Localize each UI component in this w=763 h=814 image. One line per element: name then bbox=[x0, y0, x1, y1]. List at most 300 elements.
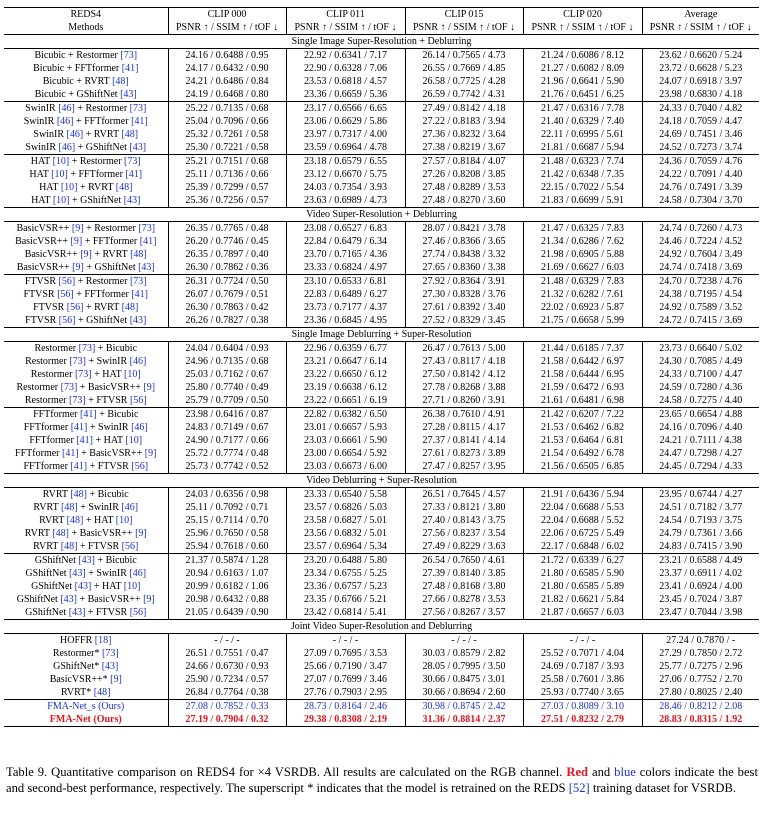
value-cell: 24.03 / 0.7354 / 3.93 bbox=[286, 181, 405, 194]
value-cell: 20.98 / 0.6432 / 0.88 bbox=[168, 593, 286, 606]
value-cell: 24.58 / 0.7304 / 3.70 bbox=[642, 194, 759, 208]
method-cell: GShiftNet [43] + SwinIR [46] bbox=[25, 568, 147, 579]
value-cell: 23.41 / 0.6924 / 4.00 bbox=[642, 580, 759, 593]
value-cell: 21.53 / 0.6464 / 6.81 bbox=[523, 434, 642, 447]
value-cell: 24.46 / 0.7224 / 4.52 bbox=[642, 235, 759, 248]
value-cell: 24.74 / 0.7260 / 4.73 bbox=[642, 222, 759, 236]
value-cell: 30.98 / 0.8745 / 2.42 bbox=[405, 700, 523, 714]
table-row bbox=[4, 660, 759, 673]
caption-text: colors indicate the best and second-best performance, respectively. The superscript * indicates that the model is retrained on the REDS bbox=[6, 765, 758, 795]
value-cell: 21.40 / 0.6329 / 7.40 bbox=[523, 115, 642, 128]
value-cell: 24.21 / 0.6486 / 0.84 bbox=[168, 75, 286, 88]
method-cell: RVRT* [48] bbox=[61, 687, 111, 698]
section-title: Joint Video Super-Resolution and Deblurring bbox=[4, 620, 759, 634]
value-cell: 27.56 / 0.8267 / 3.57 bbox=[405, 606, 523, 620]
table-row bbox=[4, 301, 759, 314]
value-cell: 23.36 / 0.6659 / 5.36 bbox=[286, 88, 405, 102]
value-cell: 29.38 / 0.8308 / 2.19 bbox=[286, 713, 405, 727]
method-cell: BasicVSR++* [9] bbox=[49, 674, 122, 685]
value-cell: 22.96 / 0.6359 / 6.77 bbox=[286, 342, 405, 356]
value-cell: 26.20 / 0.7746 / 0.45 bbox=[168, 235, 286, 248]
value-cell: 27.26 / 0.8208 / 3.85 bbox=[405, 168, 523, 181]
value-cell: 26.47 / 0.7613 / 5.00 bbox=[405, 342, 523, 356]
results-table bbox=[4, 7, 759, 727]
table-row bbox=[4, 155, 759, 169]
value-cell: 27.29 / 0.7850 / 2.72 bbox=[642, 647, 759, 660]
table-caption bbox=[6, 764, 758, 796]
value-cell: 25.90 / 0.7234 / 0.57 bbox=[168, 673, 286, 686]
method-cell: FMA-Net_s (Ours) bbox=[4, 700, 168, 714]
value-cell: 24.76 / 0.7491 / 3.39 bbox=[642, 181, 759, 194]
value-cell: 25.52 / 0.7071 / 4.04 bbox=[523, 647, 642, 660]
value-cell: 25.58 / 0.7601 / 3.86 bbox=[523, 673, 642, 686]
value-cell: 21.37 / 0.5874 / 1.28 bbox=[168, 554, 286, 568]
value-cell: 25.22 / 0.7135 / 0.68 bbox=[168, 102, 286, 116]
value-cell: 23.01 / 0.6657 / 5.93 bbox=[286, 421, 405, 434]
table-row bbox=[4, 686, 759, 700]
value-cell: 25.77 / 0.7275 / 2.96 bbox=[642, 660, 759, 673]
value-cell: 23.08 / 0.6527 / 6.83 bbox=[286, 222, 405, 236]
table-row bbox=[4, 368, 759, 381]
value-cell: 22.17 / 0.6848 / 6.02 bbox=[523, 540, 642, 554]
value-cell: 23.36 / 0.6845 / 4.95 bbox=[286, 314, 405, 328]
value-cell: 27.52 / 0.8329 / 3.45 bbox=[405, 314, 523, 328]
method-cell: FMA-Net (Ours) bbox=[4, 713, 168, 727]
value-cell: 23.62 / 0.6620 / 5.24 bbox=[642, 49, 759, 63]
value-cell: 24.54 / 0.7193 / 3.75 bbox=[642, 514, 759, 527]
value-cell: 25.36 / 0.7256 / 0.57 bbox=[168, 194, 286, 208]
value-cell: 21.91 / 0.6436 / 5.94 bbox=[523, 488, 642, 502]
value-cell: 30.66 / 0.8694 / 2.60 bbox=[405, 686, 523, 700]
value-cell: - / - / - bbox=[405, 634, 523, 648]
value-cell: 27.37 / 0.8141 / 4.14 bbox=[405, 434, 523, 447]
value-cell: 21.72 / 0.6339 / 6.27 bbox=[523, 554, 642, 568]
method-cell: BasicVSR++ [9] + Restormer [73] bbox=[16, 223, 156, 234]
table-row bbox=[4, 567, 759, 580]
value-cell: 27.43 / 0.8117 / 4.18 bbox=[405, 355, 523, 368]
value-cell: 21.69 / 0.6627 / 6.03 bbox=[523, 261, 642, 275]
value-cell: 27.38 / 0.8219 / 3.67 bbox=[405, 141, 523, 155]
value-cell: 28.46 / 0.8212 / 2.08 bbox=[642, 700, 759, 714]
value-cell: 23.57 / 0.6964 / 5.34 bbox=[286, 540, 405, 554]
value-cell: 26.30 / 0.7862 / 0.36 bbox=[168, 261, 286, 275]
value-cell: - / - / - bbox=[523, 634, 642, 648]
value-cell: 25.30 / 0.7221 / 0.58 bbox=[168, 141, 286, 155]
value-cell: 23.95 / 0.6744 / 4.27 bbox=[642, 488, 759, 502]
value-cell: 21.53 / 0.6462 / 6.82 bbox=[523, 421, 642, 434]
col-clip-020: CLIP 020 bbox=[523, 8, 642, 22]
value-cell: 24.66 / 0.6730 / 0.93 bbox=[168, 660, 286, 673]
section-title: Video Deblurring + Super-Resolution bbox=[4, 474, 759, 488]
method-cell: FFTformer [41] + SwinIR [46] bbox=[23, 422, 148, 433]
table-row bbox=[4, 460, 759, 474]
col-average: Average bbox=[642, 8, 759, 22]
value-cell: 27.06 / 0.7752 / 2.70 bbox=[642, 673, 759, 686]
table-row bbox=[4, 606, 759, 620]
value-cell: 23.47 / 0.7044 / 3.98 bbox=[642, 606, 759, 620]
method-cell: FTVSR [56] + Restormer [73] bbox=[4, 275, 168, 289]
value-cell: 27.78 / 0.8268 / 3.88 bbox=[405, 381, 523, 394]
value-cell: 20.94 / 0.6163 / 1.07 bbox=[168, 567, 286, 580]
value-cell: 25.73 / 0.7742 / 0.52 bbox=[168, 460, 286, 474]
metric-label: PSNR ↑ / SSIM ↑ / tOF ↓ bbox=[286, 21, 405, 35]
method-cell: FFTformer [41] + FTVSR [56] bbox=[23, 461, 149, 472]
value-cell: 26.30 / 0.7863 / 0.42 bbox=[168, 301, 286, 314]
table-row bbox=[4, 49, 759, 63]
value-cell: 21.32 / 0.6282 / 7.61 bbox=[523, 288, 642, 301]
value-cell: 25.11 / 0.7136 / 0.66 bbox=[168, 168, 286, 181]
method-cell: SwinIR [46] + RVRT [48] bbox=[33, 129, 139, 140]
table-row bbox=[4, 394, 759, 408]
method-cell: HAT [10] + RVRT [48] bbox=[39, 182, 133, 193]
value-cell: 23.73 / 0.6640 / 5.02 bbox=[642, 342, 759, 356]
value-cell: 26.38 / 0.7610 / 4.91 bbox=[405, 408, 523, 422]
value-cell: 27.46 / 0.8366 / 3.65 bbox=[405, 235, 523, 248]
value-cell: 27.74 / 0.8438 / 3.32 bbox=[405, 248, 523, 261]
caption-ref: [52] bbox=[568, 781, 590, 795]
value-cell: 21.83 / 0.6699 / 5.91 bbox=[523, 194, 642, 208]
section-title: Single Image Deblurring + Super-Resolution bbox=[4, 328, 759, 342]
value-cell: 22.15 / 0.7022 / 5.54 bbox=[523, 181, 642, 194]
value-cell: 27.49 / 0.8229 / 3.63 bbox=[405, 540, 523, 554]
table-row bbox=[4, 527, 759, 540]
value-cell: 23.70 / 0.7165 / 4.36 bbox=[286, 248, 405, 261]
header-row-metrics bbox=[4, 21, 759, 35]
value-cell: 23.53 / 0.6818 / 4.57 bbox=[286, 75, 405, 88]
table-row bbox=[4, 128, 759, 141]
value-cell: 28.05 / 0.7995 / 3.50 bbox=[405, 660, 523, 673]
value-cell: 23.21 / 0.6588 / 4.49 bbox=[642, 554, 759, 568]
value-cell: 24.33 / 0.7100 / 4.47 bbox=[642, 368, 759, 381]
value-cell: 27.49 / 0.8142 / 4.18 bbox=[405, 102, 523, 116]
table-row bbox=[4, 488, 759, 502]
value-cell: 26.35 / 0.7897 / 0.40 bbox=[168, 248, 286, 261]
section-header-row bbox=[4, 620, 759, 634]
value-cell: 27.19 / 0.7904 / 0.32 bbox=[168, 713, 286, 727]
value-cell: 23.03 / 0.6673 / 6.00 bbox=[286, 460, 405, 474]
value-cell: 23.22 / 0.6651 / 6.19 bbox=[286, 394, 405, 408]
value-cell: 23.59 / 0.6964 / 4.78 bbox=[286, 141, 405, 155]
value-cell: 25.04 / 0.7096 / 0.66 bbox=[168, 115, 286, 128]
method-cell: HOFFR [18] bbox=[60, 635, 112, 646]
value-cell: 24.45 / 0.7294 / 4.33 bbox=[642, 460, 759, 474]
value-cell: 21.80 / 0.6585 / 5.89 bbox=[523, 580, 642, 593]
value-cell: 23.97 / 0.7317 / 4.00 bbox=[286, 128, 405, 141]
value-cell: 27.36 / 0.8232 / 3.64 bbox=[405, 128, 523, 141]
caption-red-word: Red bbox=[566, 765, 589, 779]
value-cell: 23.33 / 0.6824 / 4.97 bbox=[286, 261, 405, 275]
section-title: Single Image Super-Resolution + Deblurring bbox=[4, 35, 759, 49]
method-cell: SwinIR [46] + GShiftNet [43] bbox=[25, 142, 147, 153]
col-clip-000: CLIP 000 bbox=[168, 8, 286, 22]
value-cell: 26.51 / 0.7551 / 0.47 bbox=[168, 647, 286, 660]
value-cell: 21.59 / 0.6472 / 6.93 bbox=[523, 381, 642, 394]
value-cell: 21.24 / 0.6086 / 8.12 bbox=[523, 49, 642, 63]
value-cell: 24.30 / 0.7085 / 4.49 bbox=[642, 355, 759, 368]
value-cell: 21.61 / 0.6481 / 6.98 bbox=[523, 394, 642, 408]
method-cell: BasicVSR++ [9] + RVRT [48] bbox=[24, 249, 147, 260]
method-cell: BasicVSR++ [9] + GShiftNet [43] bbox=[16, 262, 155, 273]
method-cell: HAT [10] + FFTformer [41] bbox=[29, 169, 143, 180]
table-row bbox=[4, 421, 759, 434]
value-cell: 21.96 / 0.6641 / 5.90 bbox=[523, 75, 642, 88]
value-cell: 27.39 / 0.8140 / 3.85 bbox=[405, 567, 523, 580]
value-cell: 24.04 / 0.6404 / 0.93 bbox=[168, 342, 286, 356]
method-cell: RVRT [48] + HAT [10] bbox=[39, 515, 133, 526]
caption-text: training dataset for VSRDB. bbox=[592, 781, 737, 795]
value-cell: 26.14 / 0.7565 / 4.73 bbox=[405, 49, 523, 63]
value-cell: 28.07 / 0.8421 / 3.78 bbox=[405, 222, 523, 236]
value-cell: 23.33 / 0.6540 / 5.58 bbox=[286, 488, 405, 502]
value-cell: 21.42 / 0.6348 / 7.35 bbox=[523, 168, 642, 181]
value-cell: 26.54 / 0.7650 / 4.61 bbox=[405, 554, 523, 568]
value-cell: 24.69 / 0.7451 / 3.46 bbox=[642, 128, 759, 141]
value-cell: 25.93 / 0.7740 / 3.65 bbox=[523, 686, 642, 700]
value-cell: 27.51 / 0.8232 / 2.79 bbox=[523, 713, 642, 727]
value-cell: 27.57 / 0.8184 / 4.07 bbox=[405, 155, 523, 169]
value-cell: 21.82 / 0.6621 / 5.84 bbox=[523, 593, 642, 606]
value-cell: 24.83 / 0.7415 / 3.90 bbox=[642, 540, 759, 554]
value-cell: 24.92 / 0.7604 / 3.49 bbox=[642, 248, 759, 261]
value-cell: 24.90 / 0.7177 / 0.66 bbox=[168, 434, 286, 447]
value-cell: 22.82 / 0.6382 / 6.50 bbox=[286, 408, 405, 422]
method-cell: FTVSR [56] + GShiftNet [43] bbox=[25, 315, 147, 326]
table-row bbox=[4, 261, 759, 275]
method-cell: HAT [10] + Restormer [73] bbox=[4, 155, 168, 169]
value-cell: 23.18 / 0.6579 / 6.55 bbox=[286, 155, 405, 169]
value-cell: 25.66 / 0.7190 / 3.47 bbox=[286, 660, 405, 673]
method-cell: Bicubic + FFTformer [41] bbox=[33, 63, 139, 74]
table-row bbox=[4, 168, 759, 181]
value-cell: 27.71 / 0.8260 / 3.91 bbox=[405, 394, 523, 408]
value-cell: 22.84 / 0.6479 / 6.34 bbox=[286, 235, 405, 248]
table-row bbox=[4, 88, 759, 102]
value-cell: 26.59 / 0.7742 / 4.31 bbox=[405, 88, 523, 102]
value-cell: 27.24 / 0.7870 / - bbox=[642, 634, 759, 648]
value-cell: - / - / - bbox=[286, 634, 405, 648]
table-row bbox=[4, 434, 759, 447]
method-cell: SwinIR [46] + Restormer [73] bbox=[4, 102, 168, 116]
value-cell: 24.07 / 0.6918 / 3.97 bbox=[642, 75, 759, 88]
value-cell: 24.16 / 0.6488 / 0.95 bbox=[168, 49, 286, 63]
table-row bbox=[4, 514, 759, 527]
value-cell: 22.92 / 0.6341 / 7.17 bbox=[286, 49, 405, 63]
method-cell: Restormer [73] + Bicubic bbox=[34, 343, 138, 354]
value-cell: 26.07 / 0.7679 / 0.51 bbox=[168, 288, 286, 301]
method-cell: RVRT [48] + BasicVSR++ [9] bbox=[24, 528, 147, 539]
table-row bbox=[4, 275, 759, 289]
value-cell: 27.65 / 0.8360 / 3.38 bbox=[405, 261, 523, 275]
value-cell: 21.87 / 0.6657 / 6.03 bbox=[523, 606, 642, 620]
value-cell: 21.58 / 0.6442 / 6.97 bbox=[523, 355, 642, 368]
table-row bbox=[4, 75, 759, 88]
table-row bbox=[4, 673, 759, 686]
table-row bbox=[4, 580, 759, 593]
value-cell: 24.92 / 0.7589 / 3.52 bbox=[642, 301, 759, 314]
value-cell: 24.47 / 0.7298 / 4.27 bbox=[642, 447, 759, 460]
col-clip-015: CLIP 015 bbox=[405, 8, 523, 22]
method-cell: HAT [10] + GShiftNet [43] bbox=[31, 195, 141, 206]
value-cell: 30.03 / 0.8579 / 2.82 bbox=[405, 647, 523, 660]
value-cell: 21.42 / 0.6207 / 7.22 bbox=[523, 408, 642, 422]
value-cell: 21.58 / 0.6444 / 6.95 bbox=[523, 368, 642, 381]
value-cell: 27.30 / 0.8328 / 3.76 bbox=[405, 288, 523, 301]
value-cell: 28.83 / 0.8315 / 1.92 bbox=[642, 713, 759, 727]
value-cell: 27.48 / 0.8289 / 3.53 bbox=[405, 181, 523, 194]
method-cell: Restormer [73] + HAT [10] bbox=[30, 369, 141, 380]
value-cell: 25.32 / 0.7261 / 0.58 bbox=[168, 128, 286, 141]
value-cell: 22.02 / 0.6923 / 5.87 bbox=[523, 301, 642, 314]
method-cell: BasicVSR++ [9] + FFTformer [41] bbox=[15, 236, 157, 247]
value-cell: 23.45 / 0.7024 / 3.87 bbox=[642, 593, 759, 606]
value-cell: 27.76 / 0.7903 / 2.95 bbox=[286, 686, 405, 700]
value-cell: 25.96 / 0.7650 / 0.58 bbox=[168, 527, 286, 540]
table-row bbox=[4, 288, 759, 301]
table-row bbox=[4, 647, 759, 660]
value-cell: 27.28 / 0.8115 / 4.17 bbox=[405, 421, 523, 434]
table-row bbox=[4, 62, 759, 75]
metric-label: PSNR ↑ / SSIM ↑ / tOF ↓ bbox=[405, 21, 523, 35]
method-cell: Restormer [73] + FTVSR [56] bbox=[24, 395, 147, 406]
value-cell: 21.80 / 0.6585 / 5.90 bbox=[523, 567, 642, 580]
value-cell: 23.72 / 0.6628 / 5.23 bbox=[642, 62, 759, 75]
value-cell: 22.04 / 0.6688 / 5.52 bbox=[523, 514, 642, 527]
value-cell: 27.48 / 0.8168 / 3.80 bbox=[405, 580, 523, 593]
value-cell: 23.57 / 0.6826 / 5.03 bbox=[286, 501, 405, 514]
value-cell: 24.58 / 0.7275 / 4.40 bbox=[642, 394, 759, 408]
value-cell: 30.66 / 0.8475 / 3.01 bbox=[405, 673, 523, 686]
value-cell: 27.56 / 0.8237 / 3.54 bbox=[405, 527, 523, 540]
value-cell: 24.19 / 0.6468 / 0.80 bbox=[168, 88, 286, 102]
table-row bbox=[4, 248, 759, 261]
value-cell: 23.98 / 0.6416 / 0.87 bbox=[168, 408, 286, 422]
value-cell: 20.99 / 0.6182 / 1.06 bbox=[168, 580, 286, 593]
value-cell: 27.80 / 0.8025 / 2.40 bbox=[642, 686, 759, 700]
value-cell: 24.22 / 0.7091 / 4.40 bbox=[642, 168, 759, 181]
value-cell: 23.10 / 0.6533 / 6.81 bbox=[286, 275, 405, 289]
value-cell: 25.03 / 0.7162 / 0.67 bbox=[168, 368, 286, 381]
method-cell: FFTformer [41] + HAT [10] bbox=[29, 435, 143, 446]
value-cell: 27.22 / 0.8183 / 3.94 bbox=[405, 115, 523, 128]
method-cell: GShiftNet [43] + HAT [10] bbox=[31, 581, 141, 592]
value-cell: 21.56 / 0.6505 / 6.85 bbox=[523, 460, 642, 474]
value-cell: 21.98 / 0.6905 / 5.88 bbox=[523, 248, 642, 261]
value-cell: 23.34 / 0.6755 / 5.25 bbox=[286, 567, 405, 580]
method-cell: FFTformer [41] + Bicubic bbox=[4, 408, 168, 422]
value-cell: 23.17 / 0.6566 / 6.65 bbox=[286, 102, 405, 116]
value-cell: 27.61 / 0.8392 / 3.40 bbox=[405, 301, 523, 314]
method-cell: Bicubic + GShiftNet [43] bbox=[34, 89, 137, 100]
value-cell: 24.18 / 0.7059 / 4.47 bbox=[642, 115, 759, 128]
value-cell: 22.90 / 0.6328 / 7.06 bbox=[286, 62, 405, 75]
value-cell: 25.39 / 0.7299 / 0.57 bbox=[168, 181, 286, 194]
value-cell: 22.06 / 0.6725 / 5.49 bbox=[523, 527, 642, 540]
method-cell: Restormer [73] + SwinIR [46] bbox=[25, 356, 147, 367]
value-cell: 26.51 / 0.7645 / 4.57 bbox=[405, 488, 523, 502]
method-cell: RVRT [48] + SwinIR [46] bbox=[33, 502, 139, 513]
table-row bbox=[4, 222, 759, 236]
value-cell: 24.36 / 0.7059 / 4.76 bbox=[642, 155, 759, 169]
method-cell: Bicubic + RVRT [48] bbox=[42, 76, 129, 87]
value-cell: 23.00 / 0.6654 / 5.92 bbox=[286, 447, 405, 460]
value-cell: 24.51 / 0.7182 / 3.77 bbox=[642, 501, 759, 514]
value-cell: 24.16 / 0.7096 / 4.40 bbox=[642, 421, 759, 434]
value-cell: 26.35 / 0.7765 / 0.48 bbox=[168, 222, 286, 236]
table-row bbox=[4, 540, 759, 554]
value-cell: 24.38 / 0.7195 / 4.54 bbox=[642, 288, 759, 301]
value-cell: 22.11 / 0.6995 / 5.61 bbox=[523, 128, 642, 141]
value-cell: 21.44 / 0.6185 / 7.37 bbox=[523, 342, 642, 356]
method-cell: Restormer* [73] bbox=[52, 648, 119, 659]
value-cell: 24.33 / 0.7040 / 4.82 bbox=[642, 102, 759, 116]
methods-label: Methods bbox=[68, 22, 104, 33]
value-cell: 23.73 / 0.7177 / 4.37 bbox=[286, 301, 405, 314]
table-row bbox=[4, 554, 759, 568]
value-cell: 25.21 / 0.7151 / 0.68 bbox=[168, 155, 286, 169]
table-row bbox=[4, 102, 759, 116]
value-cell: 24.59 / 0.7280 / 4.36 bbox=[642, 381, 759, 394]
method-cell: Bicubic + Restormer [73] bbox=[34, 50, 138, 61]
value-cell: 23.19 / 0.6638 / 6.12 bbox=[286, 381, 405, 394]
value-cell: 23.56 / 0.6832 / 5.01 bbox=[286, 527, 405, 540]
table-row bbox=[4, 447, 759, 460]
value-cell: 23.12 / 0.6670 / 5.75 bbox=[286, 168, 405, 181]
value-cell: 25.15 / 0.7114 / 0.70 bbox=[168, 514, 286, 527]
method-cell: GShiftNet [43] + FTVSR [56] bbox=[25, 607, 147, 618]
value-cell: 25.94 / 0.7618 / 0.60 bbox=[168, 540, 286, 554]
value-cell: 23.37 / 0.6911 / 4.02 bbox=[642, 567, 759, 580]
col-clip-011: CLIP 011 bbox=[286, 8, 405, 22]
value-cell: 26.31 / 0.7724 / 0.50 bbox=[168, 275, 286, 289]
method-cell: FFTformer [41] + BasicVSR++ [9] bbox=[15, 448, 157, 459]
value-cell: 26.55 / 0.7669 / 4.85 bbox=[405, 62, 523, 75]
value-cell: 21.27 / 0.6082 / 8.09 bbox=[523, 62, 642, 75]
value-cell: 24.03 / 0.6356 / 0.98 bbox=[168, 488, 286, 502]
value-cell: 21.75 / 0.6658 / 5.99 bbox=[523, 314, 642, 328]
value-cell: 26.26 / 0.7827 / 0.38 bbox=[168, 314, 286, 328]
value-cell: 23.65 / 0.6654 / 4.88 bbox=[642, 408, 759, 422]
table-row bbox=[4, 501, 759, 514]
value-cell: 24.74 / 0.7418 / 3.69 bbox=[642, 261, 759, 275]
value-cell: 23.63 / 0.6989 / 4.73 bbox=[286, 194, 405, 208]
header-row-clips bbox=[4, 8, 759, 22]
value-cell: 21.54 / 0.6492 / 6.78 bbox=[523, 447, 642, 460]
value-cell: 27.08 / 0.7852 / 0.33 bbox=[168, 700, 286, 714]
value-cell: 21.76 / 0.6451 / 6.25 bbox=[523, 88, 642, 102]
value-cell: 27.07 / 0.7699 / 3.46 bbox=[286, 673, 405, 686]
value-cell: 25.11 / 0.7092 / 0.71 bbox=[168, 501, 286, 514]
table-row bbox=[4, 342, 759, 356]
value-cell: 24.17 / 0.6432 / 0.90 bbox=[168, 62, 286, 75]
metric-label: PSNR ↑ / SSIM ↑ / tOF ↓ bbox=[523, 21, 642, 35]
value-cell: 23.22 / 0.6650 / 6.12 bbox=[286, 368, 405, 381]
table-row bbox=[4, 355, 759, 368]
value-cell: 27.47 / 0.8257 / 3.95 bbox=[405, 460, 523, 474]
section-header-row bbox=[4, 474, 759, 488]
method-cell: GShiftNet* [43] bbox=[53, 661, 119, 672]
dataset-label: REDS4 bbox=[4, 8, 168, 22]
method-cell: RVRT [48] + Bicubic bbox=[42, 489, 129, 500]
value-cell: 27.03 / 0.8089 / 3.10 bbox=[523, 700, 642, 714]
value-cell: 27.92 / 0.8364 / 3.91 bbox=[405, 275, 523, 289]
value-cell: 23.36 / 0.6757 / 5.23 bbox=[286, 580, 405, 593]
table-row bbox=[4, 593, 759, 606]
section-header-row bbox=[4, 208, 759, 222]
value-cell: 23.06 / 0.6629 / 5.86 bbox=[286, 115, 405, 128]
value-cell: 26.84 / 0.7764 / 0.38 bbox=[168, 686, 286, 700]
value-cell: 27.40 / 0.8143 / 3.75 bbox=[405, 514, 523, 527]
table-row bbox=[4, 713, 759, 727]
